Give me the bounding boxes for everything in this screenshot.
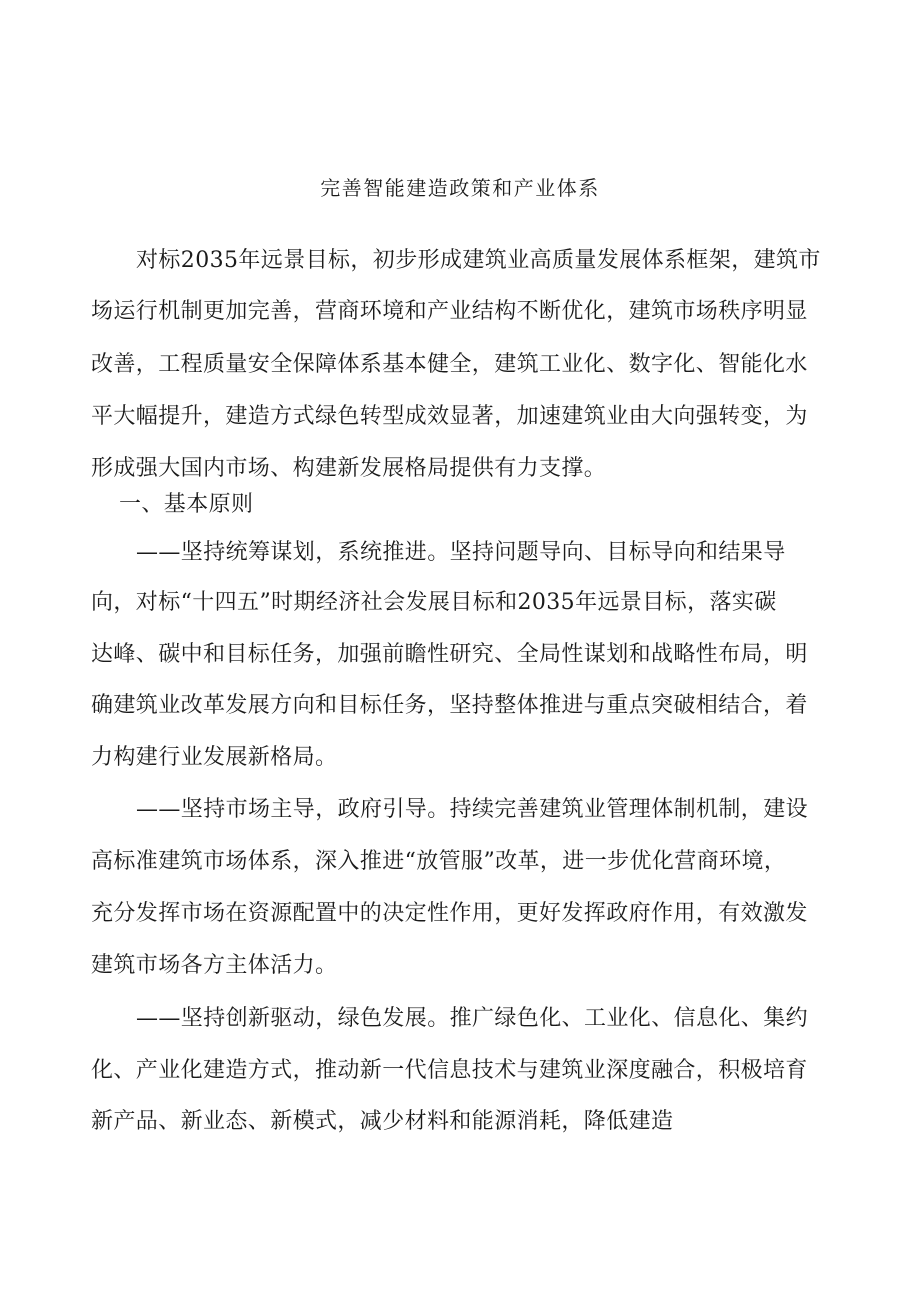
paragraph-line: 对标2035年远景目标，初步形成建筑业高质量发展体系框架，建筑市 [136, 248, 821, 273]
paragraph-line: ——坚持统筹谋划，系统推进。坚持问题导向、目标导向和结果导 [136, 540, 786, 565]
paragraph-line: ——坚持市场主导，政府引导。持续完善建筑业管理体制机制，建设 [136, 797, 809, 822]
paragraph-line: 达峰、碳中和目标任务，加强前瞻性研究、全局性谋划和战略性布局，明 [91, 642, 808, 667]
section-heading: 一、基本原则 [119, 492, 254, 517]
paragraph-line: 建筑市场各方主体活力。 [91, 953, 338, 978]
paragraph-line: 改善，工程质量安全保障体系基本健全，建筑工业化、数字化、智能化水 [91, 352, 808, 377]
paragraph-line: 充分发挥市场在资源配置中的决定性作用，更好发挥政府作用，有效激发 [91, 901, 808, 926]
paragraph-line: 化、产业化建造方式，推动新一代信息技术与建筑业深度融合，积极培育 [91, 1058, 808, 1083]
paragraph-line: 场运行机制更加完善，营商环境和产业结构不断优化，建筑市场秩序明显 [91, 299, 808, 324]
paragraph-line: 向，对标“十四五”时期经济社会发展目标和2035年远景目标，落实碳 [91, 590, 777, 615]
paragraph-line: 力构建行业发展新格局。 [91, 745, 338, 770]
paragraph-line: ——坚持创新驱动，绿色发展。推广绿色化、工业化、信息化、集约 [136, 1006, 809, 1031]
document-title: 完善智能建造政策和产业体系 [320, 176, 600, 200]
paragraph-line: 高标准建筑市场体系，深入推进“放管服”改革，进一步优化营商环境， [91, 849, 787, 874]
paragraph-line: 形成强大国内市场、构建新发展格局提供有力支撑。 [91, 456, 607, 481]
paragraph-line: 平大幅提升，建造方式绿色转型成效显著，加速建筑业由大向强转变，为 [91, 404, 808, 429]
paragraph-line: 确建筑业改革发展方向和目标任务，坚持整体推进与重点突破相结合，着 [91, 693, 808, 718]
paragraph-line: 新产品、新业态、新模式，减少材料和能源消耗，降低建造 [91, 1109, 674, 1134]
